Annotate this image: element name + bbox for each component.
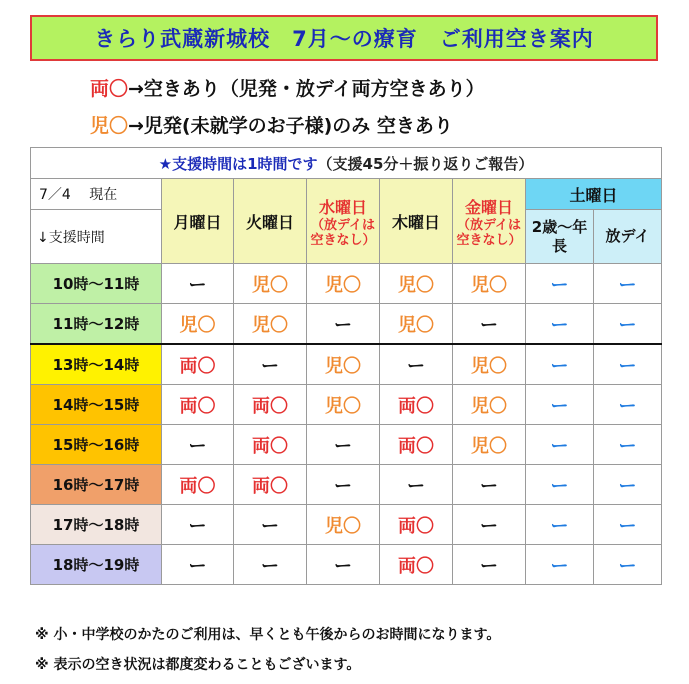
availability-cell: 両〇	[234, 425, 307, 465]
availability-cell: ー	[594, 505, 662, 545]
availability-cell: ー	[307, 465, 380, 505]
legend-jihatsu	[90, 111, 453, 138]
notice-row	[31, 148, 662, 179]
time-slot: 10時～11時	[31, 264, 162, 304]
availability-cell: ー	[380, 344, 453, 385]
availability-cell: ー	[594, 545, 662, 585]
availability-cell: ー	[380, 465, 453, 505]
table-row	[31, 344, 662, 385]
availability-cell: 児〇	[453, 425, 526, 465]
availability-cell: 両〇	[162, 385, 234, 425]
availability-cell: 児〇	[307, 385, 380, 425]
header-monday: 月曜日	[162, 179, 234, 264]
availability-cell: ー	[594, 465, 662, 505]
table-row	[31, 425, 662, 465]
availability-cell: ー	[234, 505, 307, 545]
availability-cell: ー	[526, 304, 594, 345]
header-saturday-afterschool: 放デイ	[594, 210, 662, 264]
availability-cell: ー	[594, 385, 662, 425]
availability-cell: ー	[307, 304, 380, 345]
header-saturday: 土曜日	[526, 179, 662, 210]
availability-cell: 児〇	[380, 304, 453, 345]
header-tuesday: 火曜日	[234, 179, 307, 264]
availability-cell: 両〇	[380, 545, 453, 585]
availability-cell: ー	[526, 264, 594, 304]
availability-cell: 児〇	[307, 505, 380, 545]
availability-cell: 児〇	[307, 264, 380, 304]
availability-cell: 両〇	[234, 385, 307, 425]
table-row	[31, 465, 662, 505]
availability-cell: ー	[526, 545, 594, 585]
as-of-date: 7／4 現在	[31, 179, 162, 210]
time-slot: 16時～17時	[31, 465, 162, 505]
availability-cell: ー	[526, 344, 594, 385]
notice-star: ★支援時間は1時間です	[158, 154, 318, 173]
availability-cell: ー	[453, 545, 526, 585]
availability-cell: 児〇	[234, 304, 307, 345]
availability-cell: 両〇	[380, 425, 453, 465]
time-slot: 15時～16時	[31, 425, 162, 465]
availability-cell: ー	[453, 505, 526, 545]
legend-text: →空きあり（児発・放デイ両方空きあり）	[128, 78, 485, 100]
availability-cell: ー	[162, 545, 234, 585]
time-slot: 14時～15時	[31, 385, 162, 425]
time-slot: 17時～18時	[31, 505, 162, 545]
time-column-header: ↓支援時間	[31, 210, 162, 264]
availability-cell: ー	[453, 304, 526, 345]
availability-cell: ー	[234, 344, 307, 385]
notice-detail: （支援45分＋振り返りご報告）	[317, 154, 534, 173]
availability-cell: 児〇	[453, 344, 526, 385]
availability-cell: 児〇	[453, 264, 526, 304]
availability-cell: ー	[594, 344, 662, 385]
availability-cell: 児〇	[380, 264, 453, 304]
availability-cell: 両〇	[162, 344, 234, 385]
availability-cell: 両〇	[234, 465, 307, 505]
availability-cell: 児〇	[307, 344, 380, 385]
availability-cell: ー	[162, 425, 234, 465]
header-friday: 金曜日 （放デイは空きなし）	[453, 179, 526, 264]
availability-cell: ー	[234, 545, 307, 585]
availability-cell: 児〇	[162, 304, 234, 345]
table-row	[31, 385, 662, 425]
availability-cell: ー	[526, 505, 594, 545]
table-row	[31, 505, 662, 545]
availability-cell: ー	[594, 425, 662, 465]
availability-cell: ー	[594, 304, 662, 345]
availability-cell: ー	[594, 264, 662, 304]
availability-cell: ー	[307, 425, 380, 465]
availability-cell: 両〇	[380, 505, 453, 545]
availability-cell: ー	[526, 385, 594, 425]
table-row	[31, 304, 662, 345]
footnote: ※ 小・中学校のかたのご利用は、早くとも午後からのお時間になります。	[35, 627, 501, 643]
time-slot: 18時～19時	[31, 545, 162, 585]
legend-symbol: 児〇	[90, 115, 129, 137]
footnote: ※ 表示の空き状況は都度変わることもございます。	[35, 657, 361, 673]
availability-cell: ー	[526, 425, 594, 465]
time-slot: 13時～14時	[31, 344, 162, 385]
legend-symbol: 両〇	[90, 78, 129, 100]
availability-cell: 両〇	[162, 465, 234, 505]
header-saturday-preschool: 2歳～年長	[526, 210, 594, 264]
table-row	[31, 264, 662, 304]
availability-cell: 両〇	[380, 385, 453, 425]
availability-cell: ー	[307, 545, 380, 585]
table-row	[31, 545, 662, 585]
header-note: （放デイは空きなし）	[310, 217, 376, 248]
availability-cell: 児〇	[234, 264, 307, 304]
availability-cell: ー	[162, 505, 234, 545]
time-slot: 11時～12時	[31, 304, 162, 345]
availability-cell: ー	[162, 264, 234, 304]
header-wednesday: 水曜日 （放デイは空きなし）	[307, 179, 380, 264]
schedule-table	[30, 147, 662, 585]
header-thursday: 木曜日	[380, 179, 453, 264]
legend-text: →児発(未就学のお子様)のみ 空きあり	[128, 115, 453, 137]
availability-cell: ー	[453, 465, 526, 505]
header-note: （放デイは空きなし）	[456, 217, 522, 248]
legend-both	[90, 74, 485, 101]
availability-cell: 児〇	[453, 385, 526, 425]
page-title: きらり武蔵新城校 7月～の療育 ご利用空き案内	[30, 15, 658, 61]
availability-cell: ー	[526, 465, 594, 505]
